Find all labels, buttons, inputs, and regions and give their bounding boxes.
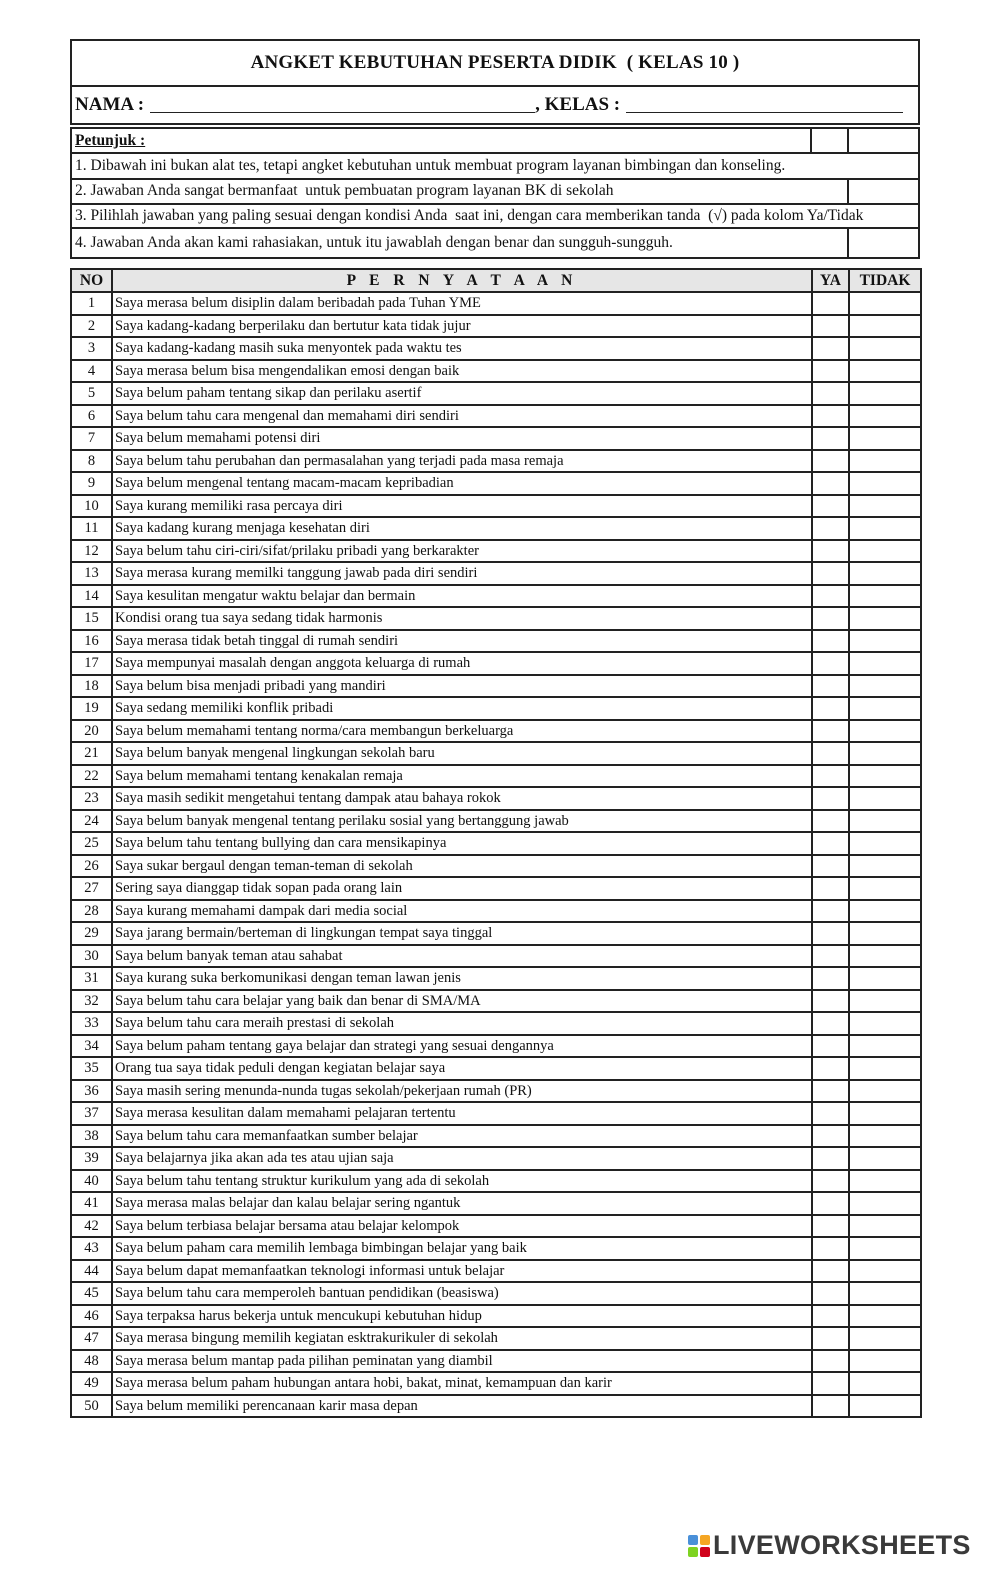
logo-square: [700, 1535, 710, 1545]
ya-checkbox-cell[interactable]: [812, 967, 849, 990]
instruction-text: 3. Pilihlah jawaban yang paling sesuai dengan kondisi Anda saat ini, dengan cara memberikan tanda (√) pada kolom Ya/Tidak: [75, 207, 864, 224]
row-number: 35: [71, 1057, 112, 1080]
ya-checkbox-cell[interactable]: [812, 630, 849, 653]
ya-checkbox-cell[interactable]: [812, 1395, 849, 1418]
ya-checkbox-cell[interactable]: [812, 1305, 849, 1328]
table-row: [71, 315, 921, 338]
ya-checkbox-cell[interactable]: [812, 540, 849, 563]
table-row: [71, 990, 921, 1013]
instructions-heading: Petunjuk :: [75, 131, 146, 149]
tidak-checkbox-cell[interactable]: [849, 585, 921, 608]
row-statement: Saya kadang-kadang berperilaku dan bertutur kata tidak jujur: [112, 315, 812, 338]
row-statement: Saya merasa tidak betah tinggal di rumah sendiri: [112, 630, 812, 653]
tidak-checkbox-cell[interactable]: [849, 1080, 921, 1103]
ya-checkbox-cell[interactable]: [812, 1282, 849, 1305]
row-statement: Saya masih sering menunda-nunda tugas sekolah/pekerjaan rumah (PR): [112, 1080, 812, 1103]
row-statement: Saya kurang memiliki rasa percaya diri: [112, 495, 812, 518]
table-row: [71, 1260, 921, 1283]
row-statement: Saya belum dapat memanfaatkan teknologi informasi untuk belajar: [112, 1260, 812, 1283]
title-text: ANGKET KEBUTUHAN PESERTA DIDIK ( KELAS 10 ): [250, 52, 740, 73]
ya-checkbox-cell[interactable]: [812, 1170, 849, 1193]
ya-checkbox-cell[interactable]: [812, 832, 849, 855]
table-row: [71, 742, 921, 765]
row-number: 48: [71, 1350, 112, 1373]
page-title: [70, 39, 920, 87]
tidak-checkbox-cell[interactable]: [849, 1215, 921, 1238]
table-row: [71, 832, 921, 855]
tidak-checkbox-cell[interactable]: [849, 427, 921, 450]
table-row: [71, 495, 921, 518]
table-row: [71, 427, 921, 450]
name-class-row: [70, 87, 920, 125]
ya-checkbox-cell[interactable]: [812, 1125, 849, 1148]
tidak-checkbox-cell[interactable]: [849, 382, 921, 405]
row-number: 33: [71, 1012, 112, 1035]
ya-checkbox-cell[interactable]: [812, 945, 849, 968]
table-row: [71, 450, 921, 473]
header-ya: YA: [812, 269, 849, 292]
tidak-checkbox-cell[interactable]: [849, 315, 921, 338]
row-statement: Saya belum memahami tentang kenakalan remaja: [112, 765, 812, 788]
row-statement: Saya belum memiliki perencanaan karir masa depan: [112, 1395, 812, 1418]
tidak-checkbox-cell[interactable]: [849, 1170, 921, 1193]
brand-text: LIVEWORKSHEETS: [713, 1530, 971, 1560]
blank-cell: [847, 180, 918, 204]
row-number: 11: [71, 517, 112, 540]
tidak-checkbox-cell[interactable]: [849, 742, 921, 765]
table-row: [71, 472, 921, 495]
tidak-checkbox-cell[interactable]: [849, 1372, 921, 1395]
tidak-checkbox-cell[interactable]: [849, 517, 921, 540]
ya-checkbox-cell[interactable]: [812, 990, 849, 1013]
row-number: 9: [71, 472, 112, 495]
tidak-checkbox-cell[interactable]: [849, 1395, 921, 1418]
row-number: 45: [71, 1282, 112, 1305]
logo-square: [688, 1547, 698, 1557]
table-row: [71, 877, 921, 900]
row-statement: Saya merasa belum disiplin dalam beribadah pada Tuhan YME: [112, 292, 812, 315]
row-statement: Saya merasa belum mantap pada pilihan peminatan yang diambil: [112, 1350, 812, 1373]
ya-checkbox-cell[interactable]: [812, 607, 849, 630]
row-number: 13: [71, 562, 112, 585]
questionnaire-sheet: [70, 39, 920, 1418]
table-row: [71, 1282, 921, 1305]
row-number: 28: [71, 900, 112, 923]
row-number: 32: [71, 990, 112, 1013]
row-number: 17: [71, 652, 112, 675]
tidak-checkbox-cell[interactable]: [849, 1057, 921, 1080]
table-row: [71, 607, 921, 630]
row-statement: Saya belum paham tentang gaya belajar dan strategi yang sesuai dengannya: [112, 1035, 812, 1058]
tidak-checkbox-cell[interactable]: [849, 652, 921, 675]
table-row: [71, 765, 921, 788]
row-statement: Saya kurang suka berkomunikasi dengan teman lawan jenis: [112, 967, 812, 990]
row-statement: Saya belum tahu perubahan dan permasalahan yang terjadi pada masa remaja: [112, 450, 812, 473]
row-statement: Saya belum mengenal tentang macam-macam kepribadian: [112, 472, 812, 495]
row-number: 41: [71, 1192, 112, 1215]
ya-checkbox-cell[interactable]: [812, 787, 849, 810]
instruction-text: 1. Dibawah ini bukan alat tes, tetapi angket kebutuhan untuk membuat program layanan bimbingan dan konseling.: [75, 156, 786, 174]
ya-checkbox-cell[interactable]: [812, 877, 849, 900]
row-statement: Saya belum paham cara memilih lembaga bimbingan belajar yang baik: [112, 1237, 812, 1260]
row-statement: Saya merasa belum paham hubungan antara hobi, bakat, minat, kemampuan dan karir: [112, 1372, 812, 1395]
row-number: 39: [71, 1147, 112, 1170]
kelas-label: , KELAS :: [535, 94, 621, 115]
logo-square: [700, 1547, 710, 1557]
ya-checkbox-cell[interactable]: [812, 562, 849, 585]
instruction-row-2: [70, 180, 920, 206]
row-number: 10: [71, 495, 112, 518]
ya-checkbox-cell[interactable]: [812, 1350, 849, 1373]
tidak-checkbox-cell[interactable]: [849, 787, 921, 810]
tidak-checkbox-cell[interactable]: [849, 1327, 921, 1350]
row-number: 1: [71, 292, 112, 315]
table-row: [71, 1147, 921, 1170]
row-statement: Saya belum memahami potensi diri: [112, 427, 812, 450]
header-no: NO: [71, 269, 112, 292]
row-number: 21: [71, 742, 112, 765]
row-number: 7: [71, 427, 112, 450]
ya-checkbox-cell[interactable]: [812, 1102, 849, 1125]
logo-square: [688, 1535, 698, 1545]
tidak-checkbox-cell[interactable]: [849, 405, 921, 428]
table-row: [71, 540, 921, 563]
table-row: [71, 1192, 921, 1215]
row-statement: Saya belum tahu tentang bullying dan cara mensikapinya: [112, 832, 812, 855]
tidak-checkbox-cell[interactable]: [849, 1102, 921, 1125]
table-row: [71, 675, 921, 698]
tidak-checkbox-cell[interactable]: [849, 967, 921, 990]
ya-checkbox-cell[interactable]: [812, 720, 849, 743]
row-number: 24: [71, 810, 112, 833]
table-row: [71, 1237, 921, 1260]
row-number: 22: [71, 765, 112, 788]
row-number: 12: [71, 540, 112, 563]
statement-table: [70, 268, 922, 1418]
instruction-row-3: [70, 205, 920, 229]
row-number: 20: [71, 720, 112, 743]
row-statement: Saya masih sedikit mengetahui tentang dampak atau bahaya rokok: [112, 787, 812, 810]
ya-checkbox-cell[interactable]: [812, 697, 849, 720]
table-row: [71, 292, 921, 315]
row-statement: Saya kesulitan mengatur waktu belajar dan bermain: [112, 585, 812, 608]
table-row: [71, 900, 921, 923]
table-row: [71, 1057, 921, 1080]
row-statement: Saya belum banyak teman atau sahabat: [112, 945, 812, 968]
row-statement: Saya kurang memahami dampak dari media social: [112, 900, 812, 923]
table-row: [71, 810, 921, 833]
table-row: [71, 382, 921, 405]
ya-checkbox-cell[interactable]: [812, 1327, 849, 1350]
row-number: 44: [71, 1260, 112, 1283]
tidak-checkbox-cell[interactable]: [849, 1192, 921, 1215]
row-number: 37: [71, 1102, 112, 1125]
row-statement: Saya merasa belum bisa mengendalikan emosi dengan baik: [112, 360, 812, 383]
tidak-checkbox-cell[interactable]: [849, 1012, 921, 1035]
ya-checkbox-cell[interactable]: [812, 382, 849, 405]
ya-checkbox-cell[interactable]: [812, 652, 849, 675]
row-statement: Saya belum tahu cara memanfaatkan sumber belajar: [112, 1125, 812, 1148]
table-row: [71, 1012, 921, 1035]
row-statement: Saya merasa malas belajar dan kalau belajar sering ngantuk: [112, 1192, 812, 1215]
row-statement: Saya belajarnya jika akan ada tes atau ujian saja: [112, 1147, 812, 1170]
ya-checkbox-cell[interactable]: [812, 450, 849, 473]
tidak-checkbox-cell[interactable]: [849, 1237, 921, 1260]
nama-label: NAMA :: [75, 94, 145, 115]
ya-checkbox-cell[interactable]: [812, 1215, 849, 1238]
table-row: [71, 787, 921, 810]
tidak-checkbox-cell[interactable]: [849, 360, 921, 383]
table-row: [71, 652, 921, 675]
row-statement: Saya belum tahu tentang struktur kurikulum yang ada di sekolah: [112, 1170, 812, 1193]
row-statement: Saya belum tahu ciri-ciri/sifat/prilaku pribadi yang berkarakter: [112, 540, 812, 563]
tidak-checkbox-cell[interactable]: [849, 675, 921, 698]
ya-checkbox-cell[interactable]: [812, 495, 849, 518]
row-number: 43: [71, 1237, 112, 1260]
table-row: [71, 630, 921, 653]
ya-checkbox-cell[interactable]: [812, 1237, 849, 1260]
ya-checkbox-cell[interactable]: [812, 900, 849, 923]
row-number: 40: [71, 1170, 112, 1193]
tidak-checkbox-cell[interactable]: [849, 337, 921, 360]
ya-checkbox-cell[interactable]: [812, 1372, 849, 1395]
row-statement: Saya mempunyai masalah dengan anggota keluarga di rumah: [112, 652, 812, 675]
row-statement: Saya belum tahu cara meraih prestasi di sekolah: [112, 1012, 812, 1035]
row-number: 47: [71, 1327, 112, 1350]
tidak-checkbox-cell[interactable]: [849, 292, 921, 315]
tidak-checkbox-cell[interactable]: [849, 720, 921, 743]
blank-cell: [810, 129, 847, 152]
tidak-checkbox-cell[interactable]: [849, 1282, 921, 1305]
row-number: 3: [71, 337, 112, 360]
instruction-text: 4. Jawaban Anda akan kami rahasiakan, untuk itu jawablah dengan benar dan sungguh-sungguh.: [75, 234, 673, 251]
row-statement: Kondisi orang tua saya sedang tidak harmonis: [112, 607, 812, 630]
table-row: [71, 517, 921, 540]
row-number: 46: [71, 1305, 112, 1328]
tidak-checkbox-cell[interactable]: [849, 450, 921, 473]
tidak-checkbox-cell[interactable]: [849, 562, 921, 585]
tidak-checkbox-cell[interactable]: [849, 1125, 921, 1148]
table-row: [71, 1170, 921, 1193]
tidak-checkbox-cell[interactable]: [849, 877, 921, 900]
ya-checkbox-cell[interactable]: [812, 765, 849, 788]
row-number: 15: [71, 607, 112, 630]
row-statement: Saya belum banyak mengenal tentang perilaku sosial yang bertanggung jawab: [112, 810, 812, 833]
row-statement: Saya jarang bermain/berteman di lingkungan tempat saya tinggal: [112, 922, 812, 945]
tidak-checkbox-cell[interactable]: [849, 540, 921, 563]
ya-checkbox-cell[interactable]: [812, 855, 849, 878]
row-statement: Saya terpaksa harus bekerja untuk mencukupi kebutuhan hidup: [112, 1305, 812, 1328]
row-statement: Saya belum tahu cara belajar yang baik dan benar di SMA/MA: [112, 990, 812, 1013]
tidak-checkbox-cell[interactable]: [849, 1260, 921, 1283]
ya-checkbox-cell[interactable]: [812, 292, 849, 315]
kelas-input-line[interactable]: [626, 98, 903, 113]
tidak-checkbox-cell[interactable]: [849, 810, 921, 833]
table-row: [71, 1395, 921, 1418]
tidak-checkbox-cell[interactable]: [849, 945, 921, 968]
tidak-checkbox-cell[interactable]: [849, 630, 921, 653]
row-number: 26: [71, 855, 112, 878]
tidak-checkbox-cell[interactable]: [849, 832, 921, 855]
ya-checkbox-cell[interactable]: [812, 1147, 849, 1170]
table-row: [71, 967, 921, 990]
table-row: [71, 945, 921, 968]
row-statement: Saya kadang kurang menjaga kesehatan diri: [112, 517, 812, 540]
blank-cell: [847, 229, 918, 257]
row-statement: Saya belum banyak mengenal lingkungan sekolah baru: [112, 742, 812, 765]
table-row: [71, 562, 921, 585]
table-row: [71, 585, 921, 608]
row-number: 27: [71, 877, 112, 900]
table-row: [71, 922, 921, 945]
table-row: [71, 1215, 921, 1238]
row-number: 8: [71, 450, 112, 473]
row-statement: Saya sedang memiliki konflik pribadi: [112, 697, 812, 720]
ya-checkbox-cell[interactable]: [812, 1192, 849, 1215]
table-row: [71, 855, 921, 878]
row-statement: Saya belum memahami tentang norma/cara membangun berkeluarga: [112, 720, 812, 743]
header-tidak: TIDAK: [849, 269, 921, 292]
table-row: [71, 360, 921, 383]
ya-checkbox-cell[interactable]: [812, 337, 849, 360]
row-number: 50: [71, 1395, 112, 1418]
ya-checkbox-cell[interactable]: [812, 1012, 849, 1035]
tidak-checkbox-cell[interactable]: [849, 495, 921, 518]
ya-checkbox-cell[interactable]: [812, 315, 849, 338]
row-number: 30: [71, 945, 112, 968]
table-row: [71, 697, 921, 720]
table-row: [71, 1125, 921, 1148]
ya-checkbox-cell[interactable]: [812, 405, 849, 428]
tidak-checkbox-cell[interactable]: [849, 922, 921, 945]
header-statement: P E R N Y A T A A N: [112, 269, 812, 292]
ya-checkbox-cell[interactable]: [812, 360, 849, 383]
row-number: 42: [71, 1215, 112, 1238]
table-row: [71, 337, 921, 360]
row-statement: Saya merasa bingung memilih kegiatan esktrakurikuler di sekolah: [112, 1327, 812, 1350]
instruction-row-4: [70, 229, 920, 259]
row-statement: Saya belum terbiasa belajar bersama atau belajar kelompok: [112, 1215, 812, 1238]
tidak-checkbox-cell[interactable]: [849, 990, 921, 1013]
row-number: 23: [71, 787, 112, 810]
row-statement: Sering saya dianggap tidak sopan pada orang lain: [112, 877, 812, 900]
tidak-checkbox-cell[interactable]: [849, 1035, 921, 1058]
instruction-row-1: [70, 154, 920, 180]
ya-checkbox-cell[interactable]: [812, 675, 849, 698]
table-row: [71, 720, 921, 743]
ya-checkbox-cell[interactable]: [812, 922, 849, 945]
instruction-text: 2. Jawaban Anda sangat bermanfaat untuk pembuatan program layanan BK di sekolah: [75, 182, 614, 200]
ya-checkbox-cell[interactable]: [812, 810, 849, 833]
row-statement: Saya belum paham tentang sikap dan perilaku asertif: [112, 382, 812, 405]
ya-checkbox-cell[interactable]: [812, 427, 849, 450]
ya-checkbox-cell[interactable]: [812, 517, 849, 540]
row-number: 31: [71, 967, 112, 990]
table-row: [71, 1305, 921, 1328]
row-statement: Orang tua saya tidak peduli dengan kegiatan belajar saya: [112, 1057, 812, 1080]
table-row: [71, 1350, 921, 1373]
table-header-row: [71, 269, 921, 292]
ya-checkbox-cell[interactable]: [812, 472, 849, 495]
row-number: 36: [71, 1080, 112, 1103]
row-statement: Saya belum bisa menjadi pribadi yang mandiri: [112, 675, 812, 698]
row-number: 38: [71, 1125, 112, 1148]
row-statement: Saya belum tahu cara memperoleh bantuan pendidikan (beasiswa): [112, 1282, 812, 1305]
tidak-checkbox-cell[interactable]: [849, 765, 921, 788]
liveworksheets-logo-icon: [688, 1535, 710, 1557]
nama-input-line[interactable]: [150, 98, 535, 113]
row-number: 29: [71, 922, 112, 945]
table-row: [71, 1080, 921, 1103]
tidak-checkbox-cell[interactable]: [849, 1147, 921, 1170]
row-number: 5: [71, 382, 112, 405]
table-row: [71, 1372, 921, 1395]
instructions-heading-row: [70, 127, 920, 154]
row-number: 25: [71, 832, 112, 855]
tidak-checkbox-cell[interactable]: [849, 607, 921, 630]
row-number: 6: [71, 405, 112, 428]
ya-checkbox-cell[interactable]: [812, 1057, 849, 1080]
row-number: 14: [71, 585, 112, 608]
table-row: [71, 1035, 921, 1058]
table-row: [71, 405, 921, 428]
table-row: [71, 1102, 921, 1125]
row-statement: Saya belum tahu cara mengenal dan memahami diri sendiri: [112, 405, 812, 428]
row-number: 34: [71, 1035, 112, 1058]
row-number: 19: [71, 697, 112, 720]
blank-cell: [847, 129, 918, 152]
ya-checkbox-cell[interactable]: [812, 1080, 849, 1103]
row-number: 16: [71, 630, 112, 653]
tidak-checkbox-cell[interactable]: [849, 900, 921, 923]
liveworksheets-brand: [688, 1530, 971, 1561]
row-statement: Saya kadang-kadang masih suka menyontek pada waktu tes: [112, 337, 812, 360]
row-statement: Saya merasa kurang memilki tanggung jawab pada diri sendiri: [112, 562, 812, 585]
tidak-checkbox-cell[interactable]: [849, 1305, 921, 1328]
tidak-checkbox-cell[interactable]: [849, 855, 921, 878]
row-number: 18: [71, 675, 112, 698]
row-number: 49: [71, 1372, 112, 1395]
row-statement: Saya merasa kesulitan dalam memahami pelajaran tertentu: [112, 1102, 812, 1125]
ya-checkbox-cell[interactable]: [812, 742, 849, 765]
row-number: 4: [71, 360, 112, 383]
tidak-checkbox-cell[interactable]: [849, 697, 921, 720]
ya-checkbox-cell[interactable]: [812, 1035, 849, 1058]
ya-checkbox-cell[interactable]: [812, 585, 849, 608]
tidak-checkbox-cell[interactable]: [849, 1350, 921, 1373]
ya-checkbox-cell[interactable]: [812, 1260, 849, 1283]
row-number: 2: [71, 315, 112, 338]
tidak-checkbox-cell[interactable]: [849, 472, 921, 495]
row-statement: Saya sukar bergaul dengan teman-teman di sekolah: [112, 855, 812, 878]
table-row: [71, 1327, 921, 1350]
